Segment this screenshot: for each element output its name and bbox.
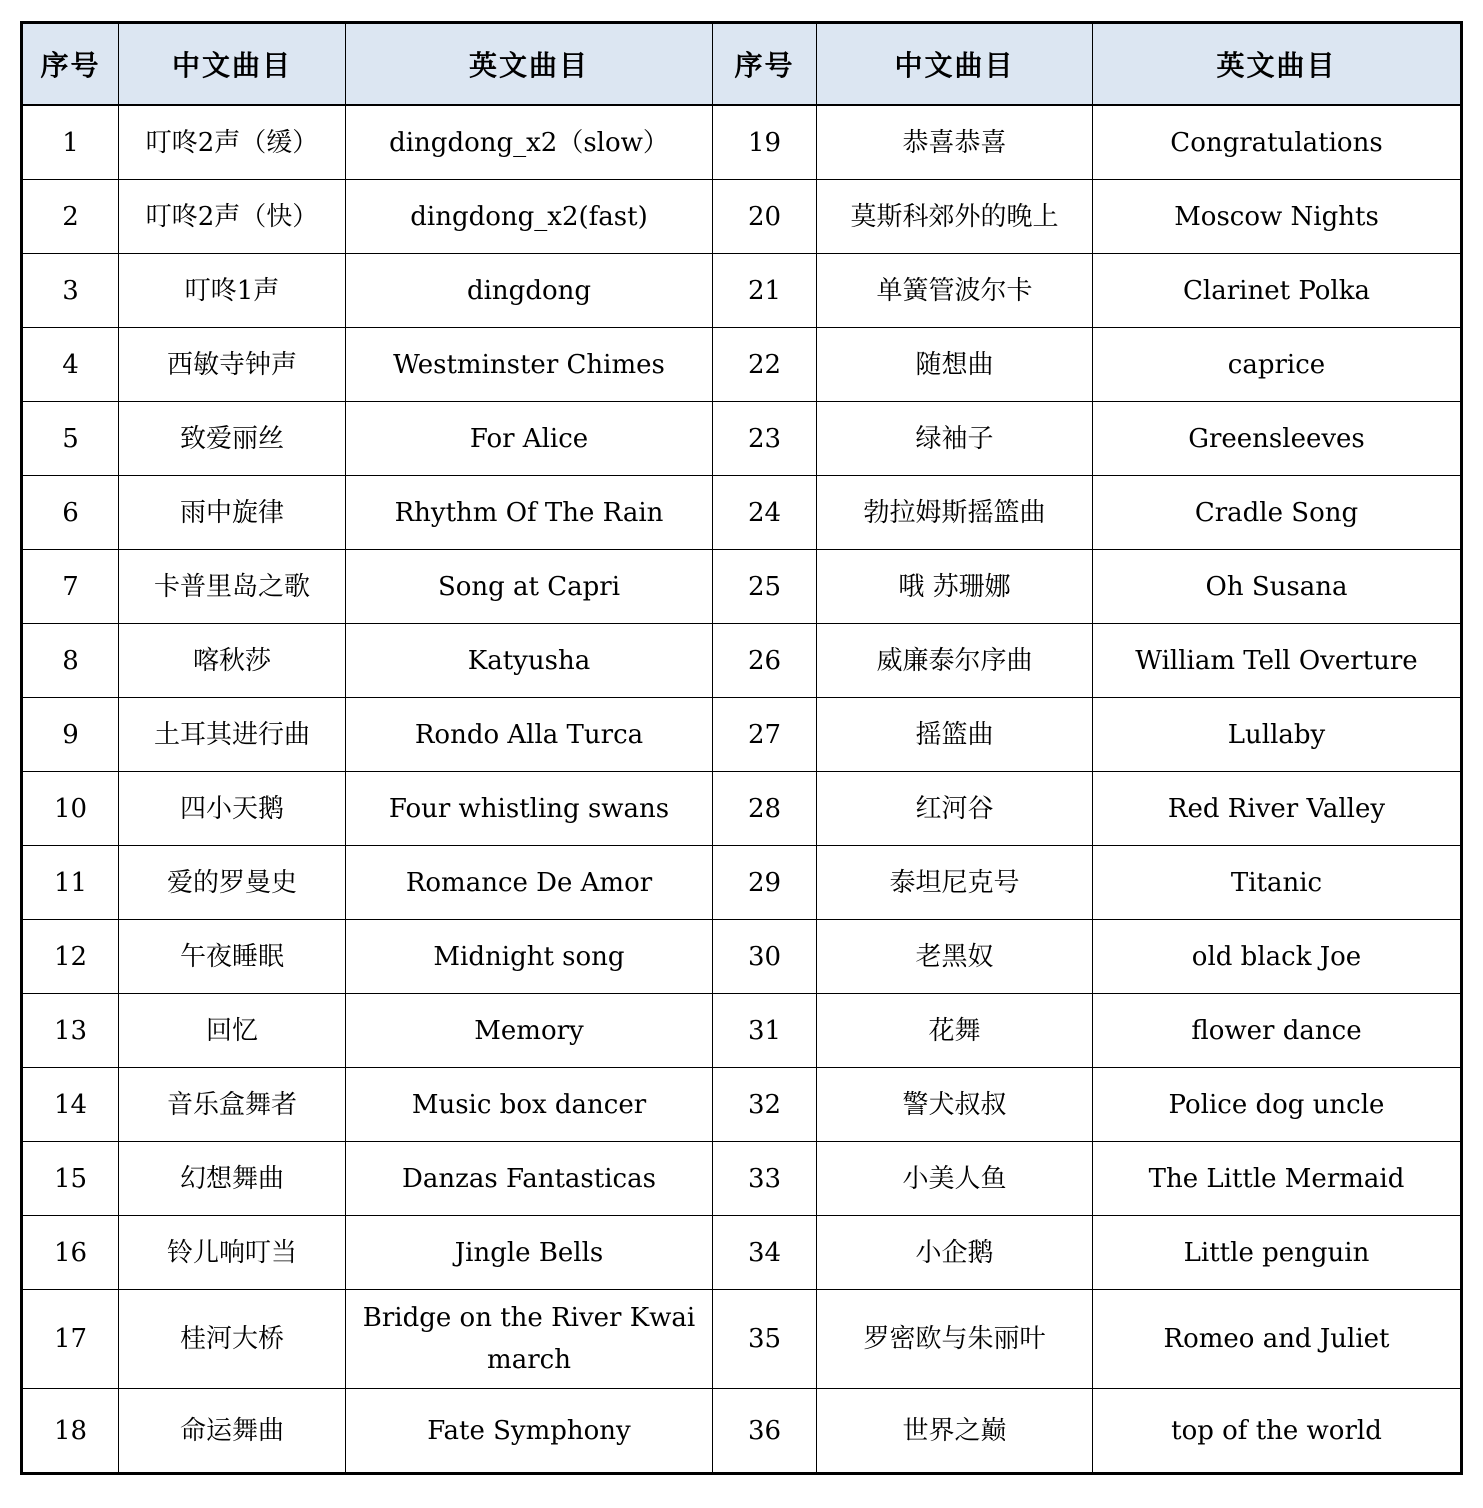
table-row <box>22 920 1462 994</box>
table-row <box>22 1216 1462 1290</box>
chinese-title-cell: 恭喜恭喜 <box>817 105 1093 180</box>
index-cell: 9 <box>22 698 119 772</box>
index-cell: 13 <box>22 994 119 1068</box>
index-cell: 17 <box>22 1290 119 1389</box>
index-cell: 21 <box>713 254 817 328</box>
english-title-cell: Lullaby <box>1093 698 1462 772</box>
index-cell: 20 <box>713 180 817 254</box>
english-title-cell: Romeo and Juliet <box>1093 1290 1462 1389</box>
table-row <box>22 846 1462 920</box>
english-title-cell: Bridge on the River Kwai march <box>346 1290 713 1389</box>
english-title-cell: Music box dancer <box>346 1068 713 1142</box>
chinese-title-cell: 叮咚2声（缓） <box>119 105 346 180</box>
table-row <box>22 105 1462 180</box>
chinese-title-cell: 哦 苏珊娜 <box>817 550 1093 624</box>
english-title-cell: Titanic <box>1093 846 1462 920</box>
english-title-cell: Little penguin <box>1093 1216 1462 1290</box>
english-title-cell: Jingle Bells <box>346 1216 713 1290</box>
index-cell: 3 <box>22 254 119 328</box>
english-title-cell: Greensleeves <box>1093 402 1462 476</box>
english-title-cell: flower dance <box>1093 994 1462 1068</box>
chinese-title-cell: 绿袖子 <box>817 402 1093 476</box>
index-cell: 12 <box>22 920 119 994</box>
song-table <box>20 21 1463 1475</box>
table-row <box>22 698 1462 772</box>
index-cell: 25 <box>713 550 817 624</box>
chinese-title-cell: 叮咚2声（快） <box>119 180 346 254</box>
english-title-cell: The Little Mermaid <box>1093 1142 1462 1216</box>
english-title-cell: caprice <box>1093 328 1462 402</box>
table-row <box>22 476 1462 550</box>
english-title-cell: Four whistling swans <box>346 772 713 846</box>
chinese-title-cell: 西敏寺钟声 <box>119 328 346 402</box>
chinese-title-cell: 幻想舞曲 <box>119 1142 346 1216</box>
table-row <box>22 1068 1462 1142</box>
chinese-title-cell: 土耳其进行曲 <box>119 698 346 772</box>
english-title-cell: Oh Susana <box>1093 550 1462 624</box>
english-title-cell: Song at Capri <box>346 550 713 624</box>
index-cell: 35 <box>713 1290 817 1389</box>
index-cell: 15 <box>22 1142 119 1216</box>
table-row <box>22 1290 1462 1389</box>
chinese-title-cell: 喀秋莎 <box>119 624 346 698</box>
chinese-title-cell: 小企鹅 <box>817 1216 1093 1290</box>
chinese-title-cell: 警犬叔叔 <box>817 1068 1093 1142</box>
english-title-cell: Moscow Nights <box>1093 180 1462 254</box>
chinese-title-cell: 铃儿响叮当 <box>119 1216 346 1290</box>
chinese-title-cell: 世界之巅 <box>817 1389 1093 1474</box>
table-row <box>22 254 1462 328</box>
index-cell: 7 <box>22 550 119 624</box>
english-title-cell: Danzas Fantasticas <box>346 1142 713 1216</box>
index-cell: 19 <box>713 105 817 180</box>
header-english-title-left: 英文曲目 <box>346 23 713 106</box>
index-cell: 33 <box>713 1142 817 1216</box>
chinese-title-cell: 威廉泰尔序曲 <box>817 624 1093 698</box>
index-cell: 34 <box>713 1216 817 1290</box>
header-chinese-title-left: 中文曲目 <box>119 23 346 106</box>
english-title-cell: Congratulations <box>1093 105 1462 180</box>
english-title-cell: William Tell Overture <box>1093 624 1462 698</box>
table-header <box>22 23 1462 106</box>
index-cell: 16 <box>22 1216 119 1290</box>
english-title-cell: Red River Valley <box>1093 772 1462 846</box>
table-row <box>22 180 1462 254</box>
index-cell: 30 <box>713 920 817 994</box>
english-title-cell: Westminster Chimes <box>346 328 713 402</box>
chinese-title-cell: 红河谷 <box>817 772 1093 846</box>
chinese-title-cell: 罗密欧与朱丽叶 <box>817 1290 1093 1389</box>
english-title-cell: Cradle Song <box>1093 476 1462 550</box>
chinese-title-cell: 午夜睡眠 <box>119 920 346 994</box>
english-title-cell: Rondo Alla Turca <box>346 698 713 772</box>
chinese-title-cell: 致爱丽丝 <box>119 402 346 476</box>
english-title-cell: Midnight song <box>346 920 713 994</box>
index-cell: 29 <box>713 846 817 920</box>
table-row <box>22 550 1462 624</box>
english-title-cell: old black Joe <box>1093 920 1462 994</box>
index-cell: 14 <box>22 1068 119 1142</box>
chinese-title-cell: 花舞 <box>817 994 1093 1068</box>
index-cell: 26 <box>713 624 817 698</box>
chinese-title-cell: 命运舞曲 <box>119 1389 346 1474</box>
header-english-title-right: 英文曲目 <box>1093 23 1462 106</box>
chinese-title-cell: 雨中旋律 <box>119 476 346 550</box>
english-title-cell: Romance De Amor <box>346 846 713 920</box>
table-row <box>22 402 1462 476</box>
table-row <box>22 624 1462 698</box>
index-cell: 18 <box>22 1389 119 1474</box>
index-cell: 1 <box>22 105 119 180</box>
index-cell: 36 <box>713 1389 817 1474</box>
index-cell: 10 <box>22 772 119 846</box>
index-cell: 8 <box>22 624 119 698</box>
english-title-cell: dingdong_x2(fast) <box>346 180 713 254</box>
song-table-container <box>20 21 1463 1475</box>
header-chinese-title-right: 中文曲目 <box>817 23 1093 106</box>
chinese-title-cell: 小美人鱼 <box>817 1142 1093 1216</box>
index-cell: 5 <box>22 402 119 476</box>
table-body <box>22 105 1462 1474</box>
index-cell: 6 <box>22 476 119 550</box>
chinese-title-cell: 爱的罗曼史 <box>119 846 346 920</box>
index-cell: 11 <box>22 846 119 920</box>
index-cell: 4 <box>22 328 119 402</box>
chinese-title-cell: 勃拉姆斯摇篮曲 <box>817 476 1093 550</box>
index-cell: 28 <box>713 772 817 846</box>
english-title-cell: For Alice <box>346 402 713 476</box>
index-cell: 31 <box>713 994 817 1068</box>
chinese-title-cell: 单簧管波尔卡 <box>817 254 1093 328</box>
header-index-right: 序号 <box>713 23 817 106</box>
english-title-cell: Katyusha <box>346 624 713 698</box>
english-title-cell: Clarinet Polka <box>1093 254 1462 328</box>
index-cell: 32 <box>713 1068 817 1142</box>
table-row <box>22 994 1462 1068</box>
english-title-cell: Rhythm Of The Rain <box>346 476 713 550</box>
table-row <box>22 328 1462 402</box>
english-title-cell: Memory <box>346 994 713 1068</box>
index-cell: 2 <box>22 180 119 254</box>
index-cell: 23 <box>713 402 817 476</box>
english-title-cell: Police dog uncle <box>1093 1068 1462 1142</box>
table-row <box>22 1389 1462 1474</box>
index-cell: 22 <box>713 328 817 402</box>
index-cell: 24 <box>713 476 817 550</box>
chinese-title-cell: 桂河大桥 <box>119 1290 346 1389</box>
chinese-title-cell: 泰坦尼克号 <box>817 846 1093 920</box>
chinese-title-cell: 老黑奴 <box>817 920 1093 994</box>
chinese-title-cell: 摇篮曲 <box>817 698 1093 772</box>
chinese-title-cell: 随想曲 <box>817 328 1093 402</box>
english-title-cell: dingdong_x2（slow） <box>346 105 713 180</box>
chinese-title-cell: 回忆 <box>119 994 346 1068</box>
header-row <box>22 23 1462 106</box>
chinese-title-cell: 莫斯科郊外的晚上 <box>817 180 1093 254</box>
english-title-cell: dingdong <box>346 254 713 328</box>
header-index-left: 序号 <box>22 23 119 106</box>
chinese-title-cell: 叮咚1声 <box>119 254 346 328</box>
table-row <box>22 1142 1462 1216</box>
index-cell: 27 <box>713 698 817 772</box>
chinese-title-cell: 四小天鹅 <box>119 772 346 846</box>
chinese-title-cell: 卡普里岛之歌 <box>119 550 346 624</box>
english-title-cell: top of the world <box>1093 1389 1462 1474</box>
english-title-cell: Fate Symphony <box>346 1389 713 1474</box>
chinese-title-cell: 音乐盒舞者 <box>119 1068 346 1142</box>
table-row <box>22 772 1462 846</box>
